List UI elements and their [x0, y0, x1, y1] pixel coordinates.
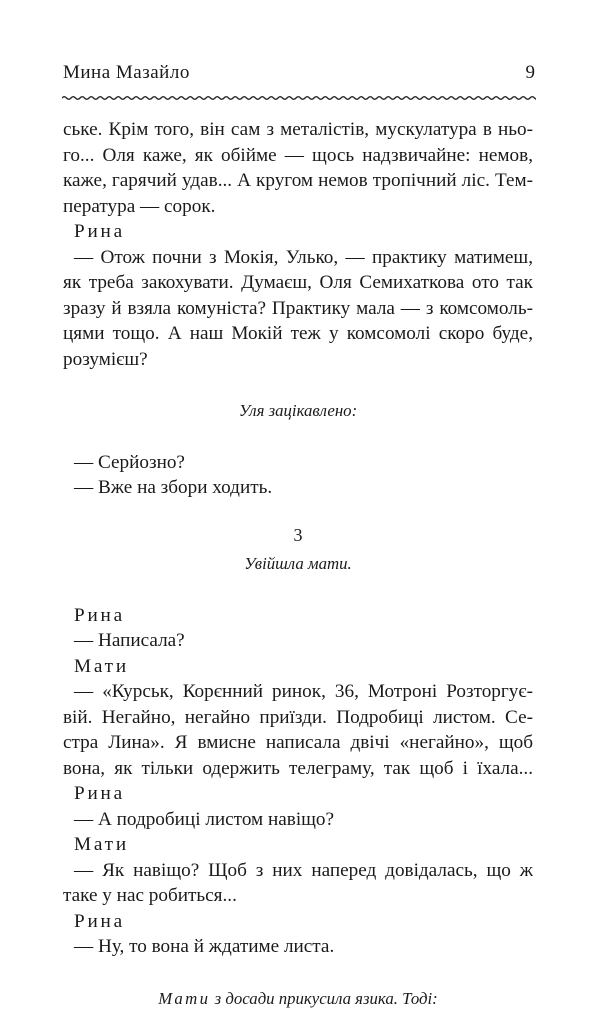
text-line: — Як навіщо? Щоб з них наперед довідалась, що ж — [63, 858, 533, 884]
speaker-name: Мати — [63, 832, 533, 858]
text-line: стра Лина». Я вмисне написала двічі «негайно», щоб — [63, 730, 533, 756]
stage-speaker-name: Мати — [158, 989, 210, 1008]
running-title: Мина Мазайло — [63, 62, 190, 84]
speaker-name: Рина — [63, 603, 533, 629]
text-line: як треба закохувати. Думаєш, Оля Семихаткова ото так — [63, 270, 533, 296]
text-line: — Отож почни з Мокія, Улько, — практику матимеш, — [63, 245, 533, 271]
text-line: таке у нас робиться... — [63, 883, 533, 909]
text-line: — Серйозно? — [63, 450, 533, 476]
text-line: розумієш? — [63, 347, 533, 373]
text-line: го... Оля каже, як обійме — щось надзвичайне: немов, — [63, 143, 533, 169]
text-line: каже, гарячий удав... А кругом немов тропічний ліс. Тем- — [63, 168, 533, 194]
speaker-name: Мати — [63, 654, 533, 680]
text-line: пература — сорок. — [63, 194, 533, 220]
wavy-header-rule — [62, 93, 536, 103]
text-line: вона, як тільки одержить телеграму, так щоб і їхала... — [63, 756, 533, 782]
speaker-name: Рина — [63, 909, 533, 935]
text-line: цями тощо. А наш Мокій теж у комсомолі скоро буде, — [63, 321, 533, 347]
text-line: ське. Крім того, він сам з металістів, мускулатура в ньо- — [63, 117, 533, 143]
text-line: — А подробиці листом навіщо? — [63, 807, 533, 833]
page-number: 9 — [526, 62, 536, 84]
stage-direction: Уля зацікавлено: — [63, 398, 533, 424]
text-line: зразу й взяла комуніста? Практику мала — з комсомоль- — [63, 296, 533, 322]
text-line: вій. Негайно, негайно приїзди. Подробиці листом. Се- — [63, 705, 533, 731]
stage-direction-text: з досади прикусила язика. Тоді: — [210, 989, 437, 1008]
body-text — [63, 117, 533, 1011]
stage-direction — [63, 986, 533, 1011]
text-line: — Ну, то вона й ждатиме листа. — [63, 934, 533, 960]
scene-number: 3 — [63, 523, 533, 549]
speaker-name: Рина — [63, 781, 533, 807]
text-line: — Вже на збори ходить. — [63, 475, 533, 501]
stage-direction: Увійшла мати. — [63, 551, 533, 577]
speaker-name: Рина — [63, 219, 533, 245]
text-line: — «Курськ, Корєнний ринок, 36, Мотроні Розторгує- — [63, 679, 533, 705]
text-line: — Написала? — [63, 628, 533, 654]
